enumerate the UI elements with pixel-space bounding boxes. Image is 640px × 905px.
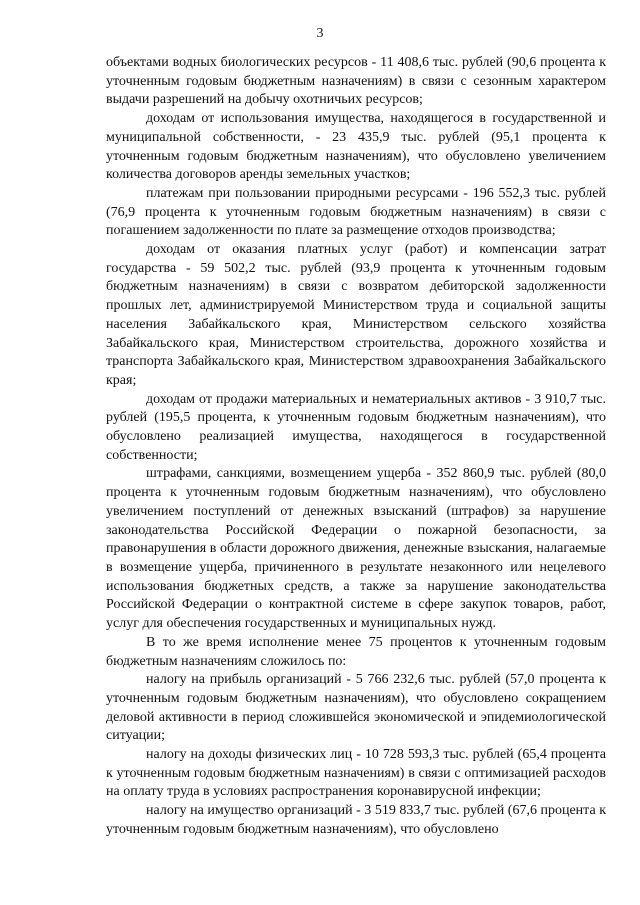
paragraph-income-tax: налогу на доходы физических лиц - 10 728 593,3 тыс. рублей (65,4 процента к уточненным годовым бюджетным назначениям) в связи с оптимизацией расходов на оплату труда в условиях распространения коронавирусной инфекции; — [106, 747, 606, 800]
paragraph-property-tax: налогу на имущество организаций - 3 519 833,7 тыс. рублей (67,6 процента к уточненным годовым бюджетным назначениям), что обусловлено — [106, 803, 606, 837]
document-body — [106, 54, 606, 840]
paragraph-property-income: доходам от использования имущества, находящегося в государственной и муниципальной собственности, - 23 435,9 тыс. рублей (95,1 процента к уточненным годовым бюджетным назначениям), что обусловлено увеличением количества договоров аренды земельных участков; — [106, 111, 606, 183]
paragraph-fines: штрафами, санкциями, возмещением ущерба - 352 860,9 тыс. рублей (80,0 процента к уточненным годовым бюджетным назначениям), что обусловлено увеличением поступлений от денежных взысканий (штрафов) за нарушение законодательства Российской Федерации о пожарной безопасности, за правонарушения в области дорожного движения, денежные взыскания, налагаемые в возмещение ущерба, причиненного в результате незаконного или нецелевого использования бюджетных средств, а также за нарушение законодательства Российской Федерации о контрактной системе в сфере закупок товаров, работ, услуг для обеспечения государственных и муниципальных нужд. — [106, 466, 606, 632]
paragraph-water-bio-resources: объектами водных биологических ресурсов - 11 408,6 тыс. рублей (90,6 процента к уточненным годовым бюджетным назначениям) в связи с сезонным характером выдачи разрешений на добычу охотничьих ресурсов; — [106, 55, 606, 108]
paragraph-natural-resources: платежам при пользовании природными ресурсами - 196 552,3 тыс. рублей (76,9 процента к уточненным годовым бюджетным назначениям) в связи с погашением задолженности по плате за размещение отходов производства; — [106, 185, 606, 239]
paragraph-paid-services: доходам от оказания платных услуг (работ) и компенсации затрат государства - 59 502,2 тыс. рублей (93,9 процента к уточненным годовым бюджетным назначениям) в связи с возвратом дебиторской задолженности прошлых лет, администрируемой Министерством труда и социальной защиты населения Забайкальского края, Министерством сельского хозяйства Забайкальского края, Министерством строительства, дорожного хозяйства и транспорта Забайкальского края, Министерством здравоохранения Забайкальского края; — [106, 242, 606, 388]
paragraph-profit-tax: налогу на прибыль организаций - 5 766 232,6 тыс. рублей (57,0 процента к уточненным годовым бюджетным назначениям), что обусловлено сокращением деловой активности в период сложившейся экономической и эпидемиологической ситуации; — [106, 672, 606, 744]
paragraph-under-75-intro: В то же время исполнение менее 75 процентов к уточненным годовым бюджетным назначениям сложилось по: — [106, 634, 606, 669]
paragraph-asset-sales: доходам от продажи материальных и нематериальных активов - 3 910,7 тыс. рублей (195,5 процента, к уточненным годовым бюджетным назначениям), что обусловлено реализацией имущества, находящегося в государственной собственности; — [106, 391, 606, 463]
page-number: 3 — [316, 26, 324, 41]
